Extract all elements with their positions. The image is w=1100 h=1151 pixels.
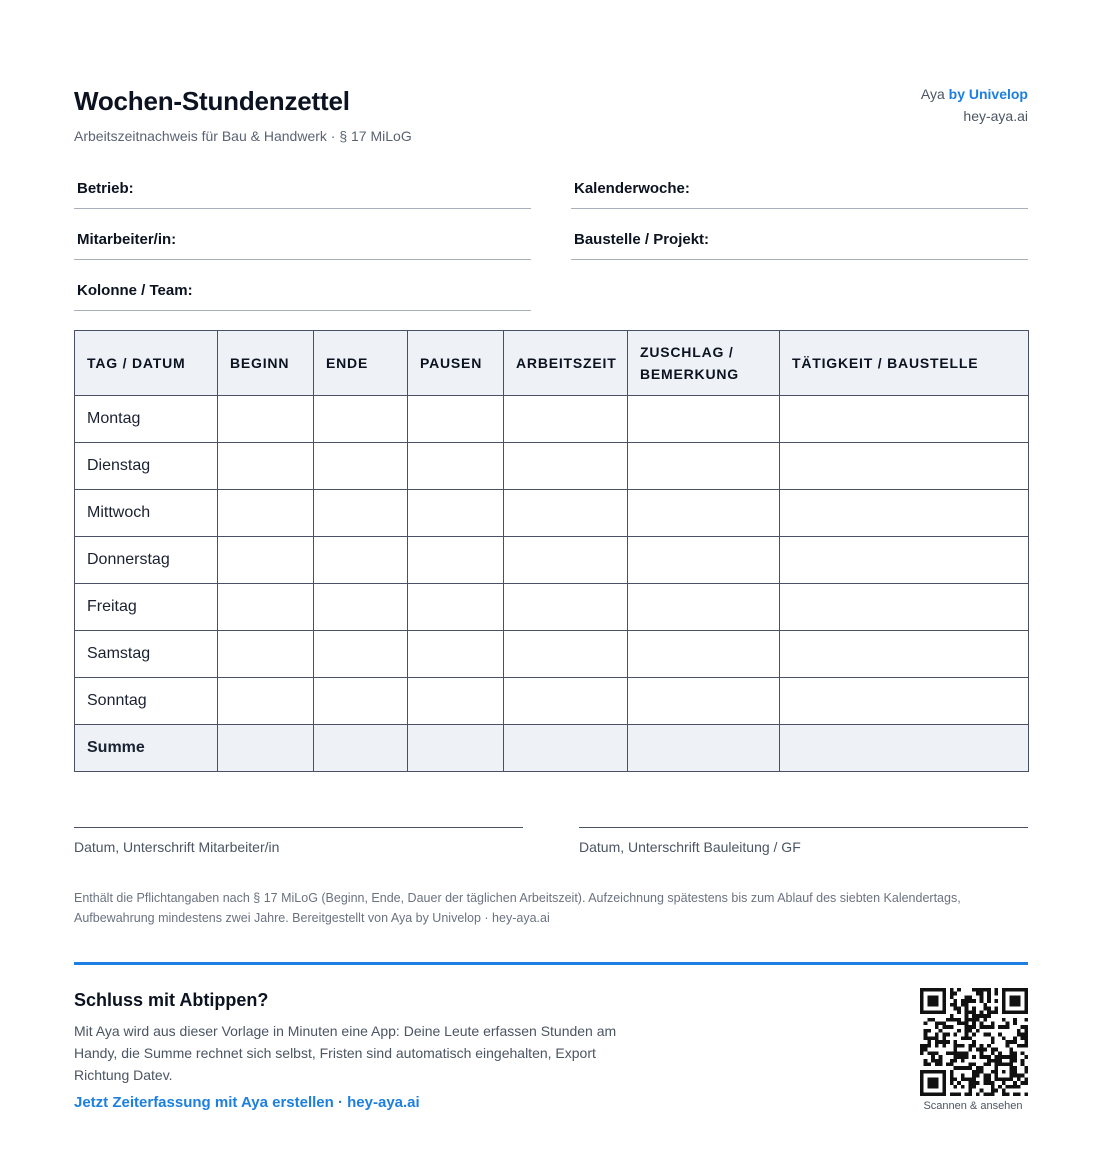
arbeitszeit-cell[interactable] <box>504 537 628 584</box>
day-cell: Sonntag <box>75 678 218 725</box>
ende-cell[interactable] <box>314 396 408 443</box>
brand-by: by Univelop <box>948 86 1028 102</box>
sum-taetigkeit-cell[interactable] <box>780 725 1029 772</box>
table-header-row <box>75 331 1029 396</box>
pausen-cell[interactable] <box>408 537 504 584</box>
pausen-cell[interactable] <box>408 396 504 443</box>
taetigkeit-cell[interactable] <box>780 584 1029 631</box>
column-header-ende: ENDE <box>314 331 408 396</box>
zuschlag-cell[interactable] <box>628 584 780 631</box>
ende-cell[interactable] <box>314 631 408 678</box>
field-betrieb <box>74 172 531 209</box>
zuschlag-cell[interactable] <box>628 396 780 443</box>
signature-employee-caption: Datum, Unterschrift Mitarbeiter/in <box>74 839 280 855</box>
signature-employee[interactable] <box>74 827 523 855</box>
column-header-tag-datum: TAG / DATUM <box>75 331 218 396</box>
field-betrieb-label: Betrieb: <box>77 180 134 197</box>
signature-manager-caption: Datum, Unterschrift Bauleitung / GF <box>579 839 801 855</box>
field-kalenderwoche-label: Kalenderwoche: <box>574 180 690 197</box>
field-mitarbeiter-label: Mitarbeiter/in: <box>77 231 177 248</box>
table-row <box>75 537 1029 584</box>
zuschlag-cell[interactable] <box>628 537 780 584</box>
table-row <box>75 631 1029 678</box>
day-cell: Donnerstag <box>75 537 218 584</box>
day-cell: Freitag <box>75 584 218 631</box>
arbeitszeit-cell[interactable] <box>504 443 628 490</box>
field-kalenderwoche <box>571 172 1028 209</box>
field-baustelle <box>571 223 1028 260</box>
sum-ende-cell[interactable] <box>314 725 408 772</box>
field-baustelle-label: Baustelle / Projekt: <box>574 231 710 248</box>
pausen-cell[interactable] <box>408 584 504 631</box>
column-header-arbeitszeit: ARBEITSZEIT <box>504 331 628 396</box>
ende-cell[interactable] <box>314 537 408 584</box>
day-cell: Dienstag <box>75 443 218 490</box>
page-subtitle: Arbeitszeitnachweis für Bau & Handwerk · § 17 MiLoG <box>74 128 412 144</box>
ende-cell[interactable] <box>314 678 408 725</box>
table-row <box>75 678 1029 725</box>
field-kalenderwoche-input[interactable] <box>711 178 1024 202</box>
ende-cell[interactable] <box>314 443 408 490</box>
taetigkeit-cell[interactable] <box>780 396 1029 443</box>
taetigkeit-cell[interactable] <box>780 537 1029 584</box>
beginn-cell[interactable] <box>218 678 314 725</box>
column-header-beginn: BEGINN <box>218 331 314 396</box>
day-cell: Montag <box>75 396 218 443</box>
cta-link[interactable]: Jetzt Zeiterfassung mit Aya erstellen · hey-aya.ai <box>74 1094 420 1111</box>
taetigkeit-cell[interactable] <box>780 443 1029 490</box>
arbeitszeit-cell[interactable] <box>504 490 628 537</box>
column-header-pausen: PAUSEN <box>408 331 504 396</box>
page-header <box>74 86 1028 156</box>
beginn-cell[interactable] <box>218 490 314 537</box>
pausen-cell[interactable] <box>408 490 504 537</box>
sum-beginn-cell[interactable] <box>218 725 314 772</box>
zuschlag-cell[interactable] <box>628 443 780 490</box>
qr-code-icon[interactable] <box>920 988 1028 1096</box>
taetigkeit-cell[interactable] <box>780 490 1029 537</box>
field-kolonne <box>74 274 531 311</box>
column-header-taetigkeit-baustelle: TÄTIGKEIT / BAUSTELLE <box>780 331 1029 396</box>
cta-heading: Schluss mit Abtippen? <box>74 990 269 1010</box>
page-title: Wochen-Stundenzettel <box>74 86 350 116</box>
field-betrieb-input[interactable] <box>214 178 527 202</box>
taetigkeit-cell[interactable] <box>780 631 1029 678</box>
pausen-cell[interactable] <box>408 678 504 725</box>
legal-note: Enthält die Pflichtangaben nach § 17 MiLoG (Beginn, Ende, Dauer der täglichen Arbeitszeit). Aufzeichnung spätestens bis zum Ablauf des siebten Kalendertags, Aufbewahrung mindestens zwei Jahre. Bereitgestellt von Aya by Univelop · hey-aya.ai <box>74 891 961 925</box>
pausen-cell[interactable] <box>408 443 504 490</box>
taetigkeit-cell[interactable] <box>780 678 1029 725</box>
section-divider <box>74 962 1028 965</box>
beginn-cell[interactable] <box>218 631 314 678</box>
field-mitarbeiter <box>74 223 531 260</box>
beginn-cell[interactable] <box>218 584 314 631</box>
brand-url: hey-aya.ai <box>963 108 1028 124</box>
table-row <box>75 443 1029 490</box>
arbeitszeit-cell[interactable] <box>504 678 628 725</box>
ende-cell[interactable] <box>314 584 408 631</box>
column-header-zuschlag-bemerkung: ZUSCHLAG / BEMERKUNG <box>628 331 780 396</box>
arbeitszeit-cell[interactable] <box>504 631 628 678</box>
signature-manager[interactable] <box>579 827 1028 855</box>
qr-code-graphic <box>920 988 1028 1096</box>
day-cell: Samstag <box>75 631 218 678</box>
field-kolonne-input[interactable] <box>214 280 527 304</box>
beginn-cell[interactable] <box>218 443 314 490</box>
table-row <box>75 584 1029 631</box>
arbeitszeit-cell[interactable] <box>504 396 628 443</box>
brand-name: Aya <box>920 86 945 102</box>
field-baustelle-input[interactable] <box>711 229 1024 253</box>
qr-caption: Scannen & ansehen <box>923 1100 1023 1112</box>
arbeitszeit-cell[interactable] <box>504 584 628 631</box>
brand-block <box>921 86 1028 124</box>
day-cell: Mittwoch <box>75 490 218 537</box>
sum-pausen-cell[interactable] <box>408 725 504 772</box>
ende-cell[interactable] <box>314 490 408 537</box>
sum-arbeitszeit-cell[interactable] <box>504 725 628 772</box>
zuschlag-cell[interactable] <box>628 631 780 678</box>
table-row <box>75 396 1029 443</box>
table-sum-row <box>75 725 1029 772</box>
pausen-cell[interactable] <box>408 631 504 678</box>
sum-label-cell: Summe <box>75 725 218 772</box>
field-kolonne-label: Kolonne / Team: <box>77 282 193 299</box>
table-row <box>75 490 1029 537</box>
zuschlag-cell[interactable] <box>628 490 780 537</box>
beginn-cell[interactable] <box>218 537 314 584</box>
field-mitarbeiter-input[interactable] <box>214 229 527 253</box>
timesheet-table <box>74 330 1029 772</box>
beginn-cell[interactable] <box>218 396 314 443</box>
sum-zuschlag-cell[interactable] <box>628 725 780 772</box>
cta-body: Mit Aya wird aus dieser Vorlage in Minuten eine App: Deine Leute erfassen Stunden am Handy, die Summe rechnet sich selbst, Fristen sind automatisch eingehalten, Export Richtung Datev. <box>74 1023 617 1083</box>
zuschlag-cell[interactable] <box>628 678 780 725</box>
